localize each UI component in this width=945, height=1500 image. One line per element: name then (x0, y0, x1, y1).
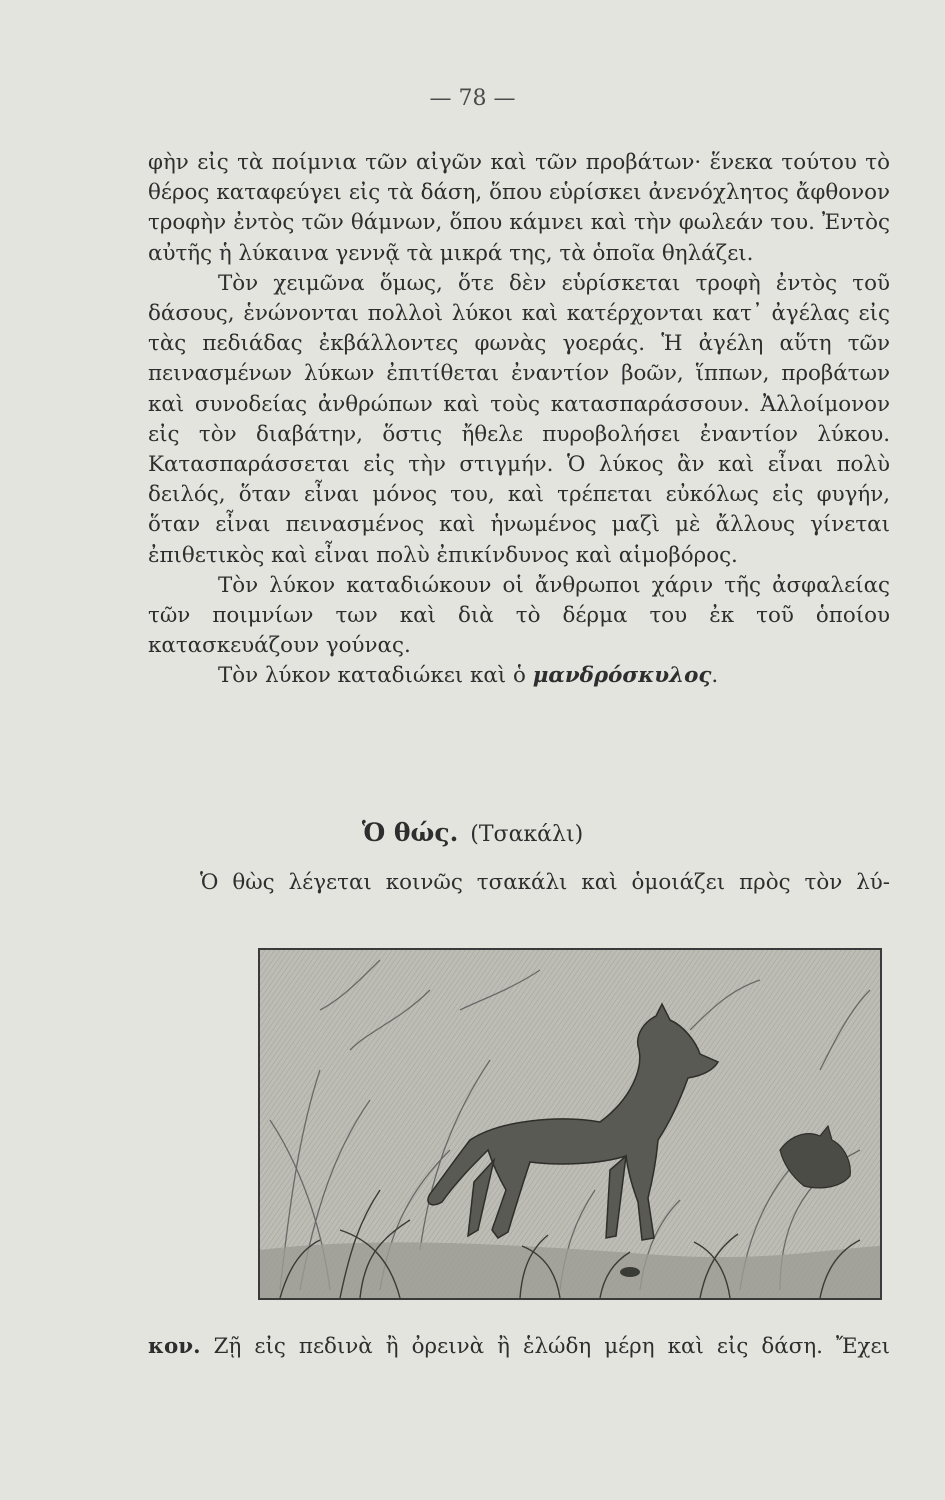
closing-line (148, 1332, 890, 1362)
last-sentence-end: . (711, 663, 719, 689)
jackal-engraving (260, 950, 880, 1298)
section-title-name: Ὁ θώς. (361, 818, 459, 847)
page-number: — 78 — (429, 86, 516, 111)
paragraph-3: Τὸν λύκον καταδιώκουν οἱ ἄνθρωποι χάριν τῆς ἀσφαλείας τῶν ποιμνίων των καὶ διὰ τὸ δέρμα του ἐκ τοῦ ὁποίου κατασκευάζουν γούνας. (148, 572, 890, 659)
small-stone (620, 1267, 640, 1277)
section-subtitle: (Τσακάλι) (470, 822, 584, 847)
paragraph-1: φὴν εἰς τὰ ποίμνια τῶν αἰγῶν καὶ τῶν προβάτων· ἕνεκα τούτου τὸ θέρος καταφεύγει εἰς τὰ δάση, ὅπου εὑρίσκει ἀνενόχλητος ἄφθονον τροφὴν ἐντὸς τῶν θάμνων, ὅπου κάμνει καὶ τὴν φωλεάν του. Ἐντὸς αὐτῆς ἡ λύκαινα γεννᾷ τὰ μικρά της, τὰ ὁποῖα θηλάζει. (148, 150, 890, 266)
closing-lead: κον. (148, 1334, 201, 1359)
body-text (148, 148, 890, 692)
last-sentence-bold: μανδρόσκυλος (532, 663, 712, 689)
intro-line: Ὁ θὼς λέγεται κοινῶς τσακάλι καὶ ὁμοιάζει πρὸς τὸν λύ- (200, 870, 890, 895)
paragraph-4 (148, 661, 890, 691)
paragraph-2: Τὸν χειμῶνα ὅμως, ὅτε δὲν εὑρίσκεται τροφὴ ἐντὸς τοῦ δάσους, ἑνώνονται πολλοὶ λύκοι καὶ κατέρχονται κατ᾽ ἀγέλας εἰς τὰς πεδιάδας ἐκβάλλοντες φωνὰς γοεράς. Ἡ ἀγέλη αὕτη τῶν πεινασμένων λύκων ἐπιτίθεται ἐναντίον βοῶν, ἵππων, προβάτων καὶ συνοδείας ἀνθρώπων καὶ τοὺς κατασπαράσσουν. Ἀλλοίμονον εἰς τὸν διαβάτην, ὅστις ἤθελε πυροβολήσει ἐναντίον λύκου. Κατασπαράσσεται εἰς τὴν στιγμήν. Ὁ λύκος ἂν καὶ εἶναι πολὺ δειλός, ὅταν εἶναι μόνος του, καὶ τρέπεται εὐκόλως εἰς φυγήν, ὅταν εἶναι πεινασμένος καὶ ἡνωμένος μαζὶ μὲ ἄλλους γίνεται ἐπιθετικὸς καὶ εἶναι πολὺ ἐπικίνδυνος καὶ αἱμοβόρος. (148, 270, 890, 568)
section-title (0, 818, 945, 847)
jackal-illustration (258, 948, 882, 1300)
last-sentence-lead: Τὸν λύκον καταδιώκει καὶ ὁ (218, 663, 526, 689)
closing-text: Ζῇ εἰς πεδινὰ ἢ ὀρεινὰ ἢ ἑλώδη μέρη καὶ εἰς δάση. Ἔχει (213, 1334, 890, 1359)
